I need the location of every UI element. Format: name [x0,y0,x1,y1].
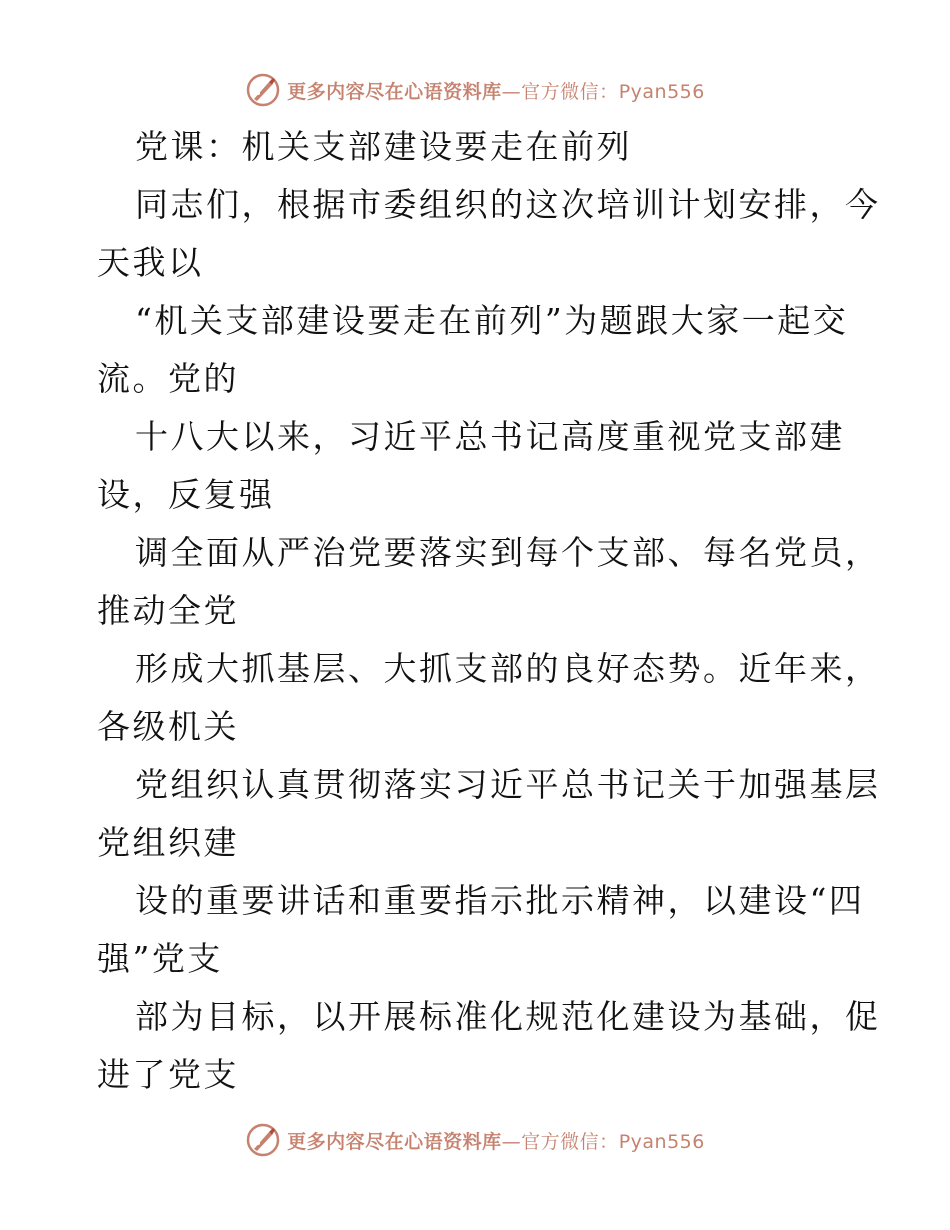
text-line: 推动全党 [97,591,239,630]
text-line: 设，反复强 [97,475,275,514]
text-line: 十八大以来，习近平总书记高度重视党支部建 [135,417,845,456]
document-title: 党课：机关支部建设要走在前列 [135,127,632,166]
watermark-site-name: 更多内容尽在心语资料库 [287,80,502,103]
text-line: 各级机关 [97,707,239,746]
watermark-handle: Pyan556 [618,80,705,103]
text-line: 部为目标，以开展标准化规范化建设为基础，促 [135,997,881,1036]
text-line: 强”党支 [97,939,223,978]
text-line: 天我以 [97,243,204,282]
pen-logo-icon [245,72,281,108]
watermark-wechat-label: 官方微信： [521,80,619,103]
watermark-wechat-label: 官方微信： [521,1130,619,1153]
watermark-text [287,77,705,104]
watermark-dash: — [501,80,522,103]
watermark-site-name: 更多内容尽在心语资料库 [287,1130,502,1153]
pen-logo-icon [245,1122,281,1158]
document-body [97,118,881,1104]
header-watermark [0,70,950,110]
text-line: 流。党的 [97,359,239,398]
text-line: “机关支部建设要走在前列”为题跟大家一起交 [135,301,849,340]
watermark-text [287,1127,705,1154]
watermark-handle: Pyan556 [618,1130,705,1153]
footer-watermark [0,1120,950,1160]
text-line: 进了党支 [97,1055,239,1094]
text-line: 党组织认真贯彻落实习近平总书记关于加强基层 [135,765,881,804]
text-line: 设的重要讲话和重要指示批示精神，以建设“四 [135,881,865,920]
text-line: 同志们，根据市委组织的这次培训计划安排，今 [135,185,881,224]
watermark-dash: — [501,1130,522,1153]
text-line: 形成大抓基层、大抓支部的良好态势。近年来， [135,649,881,688]
text-line: 调全面从严治党要落实到每个支部、每名党员， [135,533,881,572]
text-line: 党组织建 [97,823,239,862]
